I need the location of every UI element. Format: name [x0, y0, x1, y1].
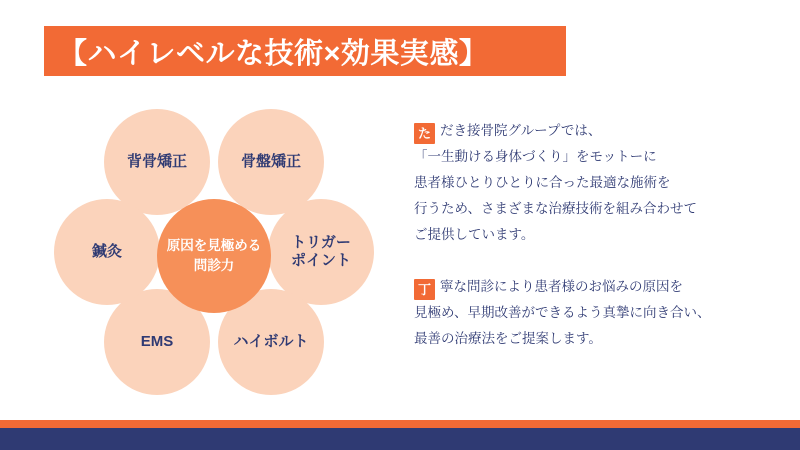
treatment-diagram — [46, 95, 376, 395]
body-text-column — [414, 118, 766, 351]
diagram-node-label: 鍼灸 — [91, 242, 122, 260]
diagram-node-label: ハイボルト — [233, 332, 309, 350]
diagram-node-spine — [104, 109, 210, 215]
paragraph-1-line-1: だき接骨院グループでは、 — [440, 123, 602, 138]
diagram-center-node — [157, 199, 271, 313]
diagram-node-label-line2: ポイント — [290, 252, 351, 269]
diagram-node-label: 背骨矯正 — [126, 152, 187, 170]
diagram-node-label: トリガー — [291, 233, 351, 251]
paragraph-2-line-3: 最善の治療法をご提案します。 — [414, 330, 602, 346]
paragraph-1-line-4: 行うため、さまざまな治療技術を組み合わせて — [414, 200, 697, 216]
footer-orange-bar — [0, 420, 800, 428]
paragraph-2-line-2: 見極め、早期改善ができるよう真摯に向き合い、 — [414, 304, 711, 320]
footer-navy-bar — [0, 428, 800, 450]
paragraph-1-line-2: 「一生動ける身体づくり」をモットーに — [414, 149, 657, 164]
diagram-node-label: 骨盤矯正 — [240, 152, 301, 170]
diagram-node-label: EMS — [140, 332, 174, 350]
diagram-center-label-line1: 原因を見極める — [166, 237, 262, 253]
diagram-node-acupuncture — [54, 199, 160, 305]
kana-badge-tei: 丁 — [414, 279, 435, 300]
paragraph-2 — [414, 274, 766, 352]
paragraph-1-line-3: 患者様ひとりひとりに合った最適な施術を — [414, 174, 671, 190]
paragraph-1-line-5: ご提供しています。 — [414, 226, 535, 242]
page-title: 【ハイレベルな技術×効果実感】 — [58, 37, 489, 70]
paragraph-2-line-1: 寧な問診により患者様のお悩みの原因を — [440, 278, 683, 294]
diagram-node-trigger-point — [268, 199, 374, 305]
diagram-node-pelvis — [218, 109, 324, 215]
diagram-center-label-line2: 問診力 — [193, 258, 235, 273]
kana-badge-ta: た — [414, 123, 435, 144]
paragraph-1 — [414, 118, 766, 248]
header-banner — [44, 26, 566, 76]
